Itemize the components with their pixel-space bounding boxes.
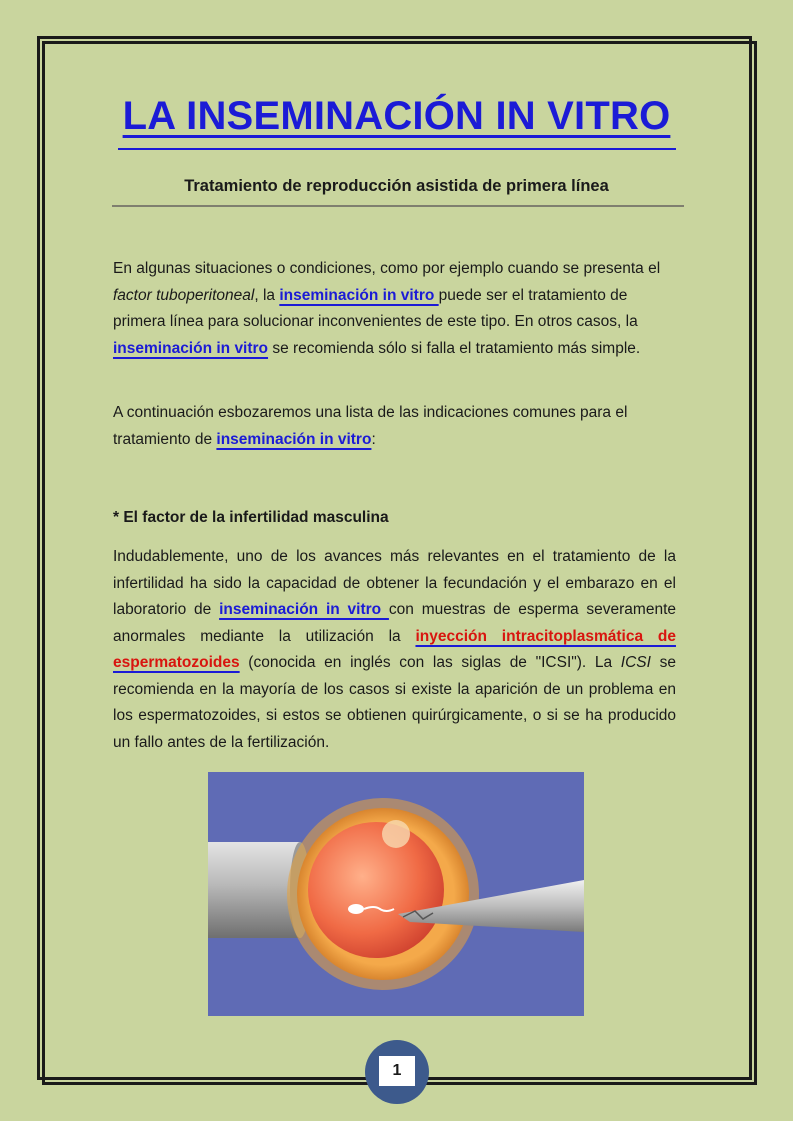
link-inseminacion-in-vitro[interactable]: inseminación in vitro: [279, 286, 439, 304]
intro-text: , la: [254, 286, 280, 304]
icsi-illustration: [208, 772, 584, 1016]
link-inseminacion-in-vitro[interactable]: inseminación in vitro: [113, 339, 269, 357]
intro-text: En algunas situaciones o condiciones, como por ejemplo cuando se presenta el: [113, 260, 661, 277]
page-number: 1: [379, 1056, 415, 1086]
intro-text: puede ser el tratamiento de primera línea para solucionar inconvenientes de este tipo. En otros casos, la: [113, 286, 638, 330]
section-text: Indudablemente, uno de los avances más relevantes en el tratamiento de la infertilidad ha sido la capacidad de obtener la fecundación y el embarazo en el laboratorio de: [113, 548, 676, 618]
intro-italic-term: factor tuboperitoneal: [113, 286, 255, 304]
intro-text: se recomienda sólo si falla el tratamiento más simple.: [268, 339, 641, 357]
section-text: (conocida en inglés con las siglas de "ICSI"). La: [239, 654, 621, 671]
page-title[interactable]: LA INSEMINACIÓN IN VITRO: [122, 94, 671, 138]
title-double-underline: [118, 148, 676, 150]
intro-text: A continuación esbozaremos una lista de las indicaciones comunes para el tratamiento de: [113, 404, 628, 448]
page-subtitle: Tratamiento de reproducción asistida de primera línea: [184, 177, 609, 195]
subtitle-divider: [112, 205, 684, 207]
intro-text: :: [371, 430, 376, 448]
link-icsi[interactable]: inyección intracitoplasmática de espermatozoides: [113, 627, 676, 671]
icsi-illustration-svg: [208, 772, 584, 1016]
intro-paragraph-1: [113, 256, 676, 362]
section-text: con muestras de esperma severamente anormales mediante la utilización la: [113, 601, 677, 645]
section-text: se recomienda en la mayoría de los casos si existe la aparición de un problema en los espermatozoides, si estos se obtienen quirúrgicamente, o si se ha producido un fallo antes de la fertilización.: [113, 654, 676, 751]
link-inseminacion-in-vitro[interactable]: inseminación in vitro: [219, 601, 389, 618]
intro-paragraph-2: [113, 400, 676, 453]
section-heading: * El factor de la infertilidad masculina: [113, 509, 389, 526]
link-inseminacion-in-vitro[interactable]: inseminación in vitro: [216, 430, 372, 448]
section-italic-term: ICSI: [620, 654, 651, 671]
section-paragraph: [113, 544, 676, 756]
egg-cell: [287, 798, 479, 990]
